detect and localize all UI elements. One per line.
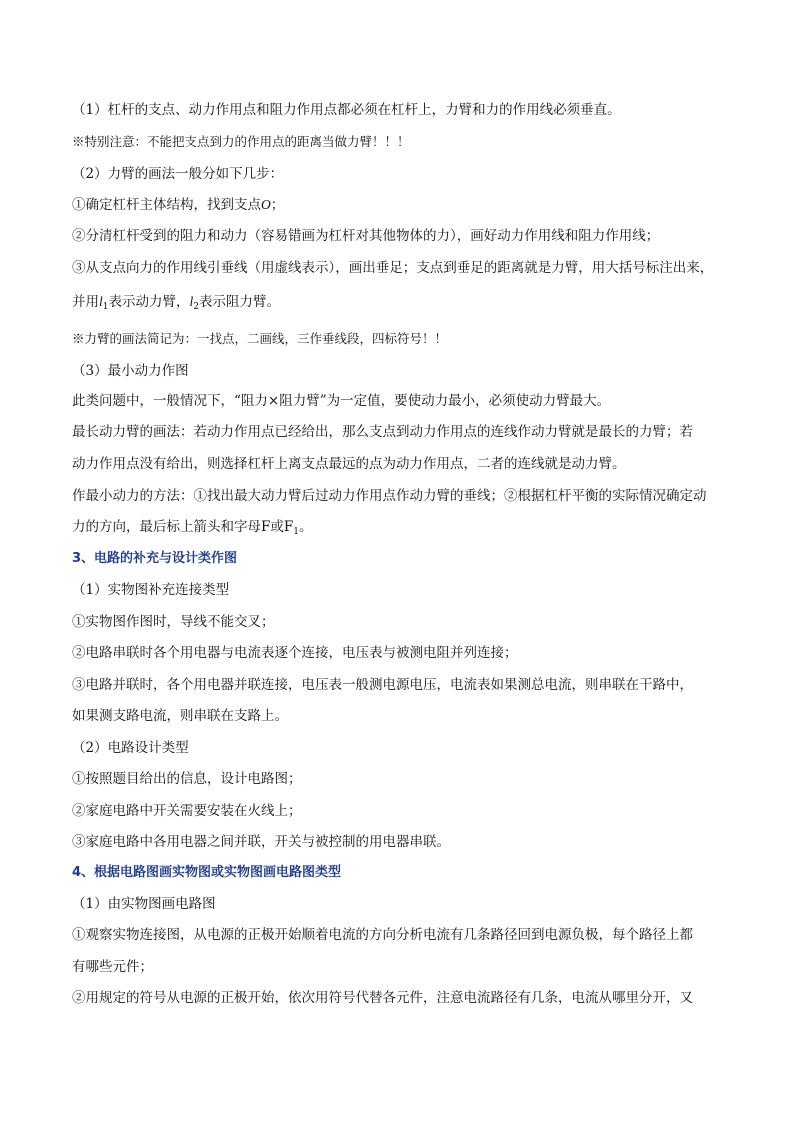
rule-no-crossing: ①实物图作图时，导线不能交叉； (72, 614, 275, 630)
step-find-fulcrum-text: ①确定杠杆主体结构，找到支点 (72, 197, 261, 213)
section-heading-diagram-conversion: 4、根据电路图画实物图或实物图画电路图类型 (72, 865, 342, 880)
conversion-step-1b: 有哪些元件； (72, 959, 153, 975)
step-identify-forces: ②分清杠杆受到的阻力和动力（容易错画为杠杆对其他物体的力），画好动力作用线和阻力作用线； (72, 228, 660, 244)
step-arm-symbols (72, 294, 732, 313)
paragraph-min-force-method-1: 作最小动力的方法：①找出最大动力臂后过动力作用点作动力臂的垂线；②根据杠杆平衡的实际情况确定动 (72, 488, 707, 504)
subheading-physical-to-circuit: （1）由实物图画电路图 (72, 896, 216, 912)
step-find-fulcrum (72, 197, 732, 213)
subheading-min-force: （3）最小动力作图 (72, 363, 189, 379)
rule-parallel-connection-2: 如果测支路电流，则串联在支路上。 (72, 708, 288, 724)
arm-symbols-end: 表示阻力臂。 (199, 294, 280, 310)
section-heading-circuit-design: 3、电路的补充与设计类作图 (72, 551, 238, 566)
note-special-attention: ※特别注意：不能把支点到力的作用点的距离当做力臂！！！ (72, 134, 410, 149)
design-rule-2: ②家庭电路中开关需要安装在火线上； (72, 803, 302, 819)
arm-symbols-prefix: 并用 (72, 294, 99, 310)
min-force-method-text: 力的方向，最后标上箭头和字母F或F (72, 519, 294, 535)
paragraph-lever-rule: （1）杠杆的支点、动力作用点和阻力作用点都必须在杠杆上，力臂和力的作用线必须垂直。 (72, 102, 621, 118)
rule-series-connection: ②电路串联时各个用电器与电流表逐个连接，电压表与被测电阻并列连接； (72, 645, 518, 661)
symbol-l1-subscript: 1 (102, 302, 109, 312)
design-rule-3: ③家庭电路中各用电器之间并联，开关与被控制的用电器串联。 (72, 834, 450, 850)
min-force-method-end: 。 (298, 519, 313, 535)
paragraph-min-force-intro: 此类问题中，一般情况下，“阻力×阻力臂”为一定值，要使动力最小，必须使动力臂最大。 (72, 393, 611, 409)
subheading-circuit-design: （2）电路设计类型 (72, 740, 189, 756)
paragraph-longest-arm-2: 动力作用点没有给出，则选择杠杆上离支点最远的点为动力作用点，二者的连线就是动力臂。 (72, 456, 626, 472)
conversion-step-1a: ①观察实物连接图，从电源的正极开始顺着电流的方向分析电流有几条路径回到电源负极，每个路径上都 (72, 927, 693, 943)
subheading-arm-steps: （2）力臂的画法一般分如下几步： (72, 166, 284, 182)
paragraph-min-force-method-2 (72, 519, 732, 538)
paragraph-longest-arm-1: 最长动力臂的画法：若动力作用点已经给出，那么支点到动力作用点的连线作动力臂就是最长的力臂；若 (72, 424, 693, 440)
symbol-l2-subscript: 2 (193, 302, 199, 312)
symbol-l2: l (189, 294, 194, 309)
fulcrum-symbol: O (261, 197, 271, 212)
step-find-fulcrum-end: ； (270, 197, 285, 213)
arm-symbols-mid: 表示动力臂， (108, 294, 190, 310)
symbol-l1: l (99, 294, 103, 309)
design-rule-1: ①按照题目给出的信息，设计电路图； (72, 771, 302, 787)
subheading-physical-connection: （1）实物图补充连接类型 (72, 582, 230, 598)
step-draw-perpendicular: ③从支点向力的作用线引垂线（用虚线表示），画出垂足；支点到垂足的距离就是力臂，用大括号标注出来， (72, 260, 714, 276)
conversion-step-2: ②用规定的符号从电源的正极开始，依次用符号代替各元件，注意电流路径有几条，电流从哪里分开，又 (72, 990, 693, 1006)
rule-parallel-connection-1: ③电路并联时，各个用电器并联连接，电压表一般测电源电压，电流表如果测总电流，则串联在干路中， (72, 677, 693, 693)
note-arm-mnemonic: ※力臂的画法简记为：一找点，二画线，三作垂线段，四标符号！！ (72, 331, 448, 346)
f1-subscript: 1 (293, 527, 299, 537)
